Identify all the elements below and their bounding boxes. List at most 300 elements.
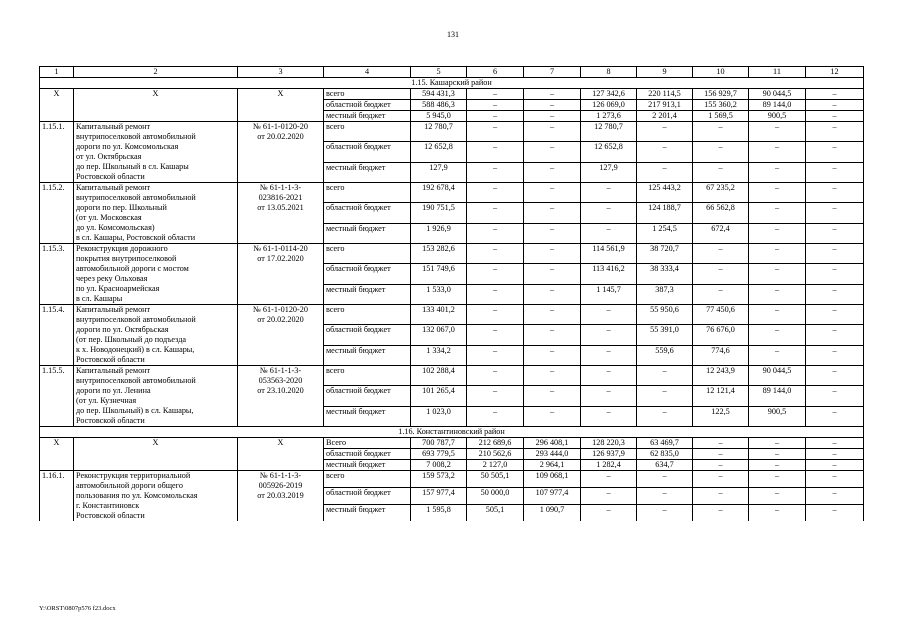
item-name-line: Ростовской области [76,355,145,364]
footer-file-path: Y:\ORST\0807p576 f23.docx [39,605,116,612]
item-document [238,471,324,522]
funding-value: 157 977,4 [411,488,467,505]
item-document [238,366,324,427]
column-number-row [40,67,864,78]
funding-value: – [806,284,864,304]
funding-value: 153 282,6 [411,244,467,264]
funding-source: местный бюджет [324,162,411,182]
column-number: 4 [324,67,411,78]
item-name-line: в сл. Кашары [76,294,123,303]
item-number: 1.15.1. [40,122,74,183]
funding-value: – [749,284,806,304]
item-name-line: Ростовской области [76,416,145,425]
funding-source: областной бюджет [324,203,411,223]
funding-value: 1 282,4 [581,460,637,471]
item-name [74,122,238,183]
funding-value: 90 044,5 [749,89,806,100]
funding-value: – [467,203,524,223]
funding-value: 900,5 [749,111,806,122]
funding-value: 127 342,6 [581,89,637,100]
item-document-line: № 61-1-1-3- [259,471,302,480]
funding-value: – [467,162,524,182]
item-number: 1.15.5. [40,366,74,427]
funding-value: – [637,406,693,426]
section-header-row [40,427,864,438]
funding-value: – [467,142,524,162]
funding-value: 190 751,5 [411,203,467,223]
item-name-line: дороги по ул. Комсомольская [76,142,179,151]
funding-value: 126 069,0 [581,100,637,111]
funding-value: 220 114,5 [637,89,693,100]
funding-value: 122,5 [693,406,749,426]
item-name-line: Капитальный ремонт [76,183,151,192]
funding-value: – [749,488,806,505]
funding-value: – [524,100,581,111]
funding-value: – [749,183,806,203]
item-document-line: № 61-1-1-3- [259,366,302,375]
funding-value: – [524,111,581,122]
funding-value: – [637,505,693,521]
item-document-line: от 13.05.2021 [257,203,304,212]
funding-value: – [581,505,637,521]
table-row [40,366,864,386]
item-name-line: Реконструкция дорожного [76,244,168,253]
funding-value: – [524,162,581,182]
funding-value: 217 913,1 [637,100,693,111]
item-name-line: внутрипоселковой автомобильной [76,376,196,385]
funding-value: – [806,438,864,449]
item-document [238,305,324,366]
funding-value: – [749,325,806,345]
funding-value: – [524,203,581,223]
funding-value: 12 652,8 [411,142,467,162]
item-document-line: X [277,89,284,98]
funding-value: 89 144,0 [749,386,806,406]
funding-source: всего [324,89,411,100]
funding-value: – [749,449,806,460]
funding-value: 159 573,2 [411,471,467,488]
funding-value: – [637,366,693,386]
funding-value: 127,9 [581,162,637,182]
funding-value: 125 443,2 [637,183,693,203]
funding-value: – [806,203,864,223]
column-number: 8 [581,67,637,78]
item-name-line: внутрипоселковой автомобильной [76,315,196,324]
funding-value: 133 401,2 [411,305,467,325]
item-name-line: Капитальный ремонт [76,122,151,131]
table-row [40,438,864,449]
funding-source: Всего [324,438,411,449]
page-number: 131 [447,30,459,39]
column-number: 2 [74,67,238,78]
funding-value: – [806,505,864,521]
funding-value: – [581,325,637,345]
funding-value: 1 254,5 [637,223,693,243]
funding-source: местный бюджет [324,406,411,426]
funding-source: областной бюджет [324,100,411,111]
funding-value: – [467,345,524,365]
item-number: 1.15.4. [40,305,74,366]
funding-value: – [581,223,637,243]
column-number: 6 [467,67,524,78]
funding-value: 296 408,1 [524,438,581,449]
funding-value: 62 835,0 [637,449,693,460]
funding-value: 588 486,3 [411,100,467,111]
funding-value: – [637,162,693,182]
funding-value: – [467,366,524,386]
funding-value: – [693,505,749,521]
funding-value: – [581,386,637,406]
item-name-line: по ул. Красноармейская [76,284,160,293]
funding-source: всего [324,183,411,203]
funding-value: – [693,142,749,162]
funding-value: – [467,183,524,203]
item-document [238,122,324,183]
funding-source: областной бюджет [324,386,411,406]
item-document-line: № 61-1-0120-20 [253,122,308,131]
funding-value: 1 023,0 [411,406,467,426]
funding-value: 55 950,6 [637,305,693,325]
funding-value: 774,6 [693,345,749,365]
funding-value: 2 964,1 [524,460,581,471]
item-number: 1.15.2. [40,183,74,244]
funding-value: – [524,89,581,100]
item-name-line: автомобильной дороги с мостом [76,264,189,273]
funding-value: – [467,325,524,345]
funding-value: – [749,122,806,142]
item-number: X [40,89,74,122]
funding-value: 634,7 [637,460,693,471]
funding-value: 63 469,7 [637,438,693,449]
funding-value: – [806,162,864,182]
funding-value: – [581,471,637,488]
item-document-line: 023816-2021 [258,193,303,202]
item-name-line: Ростовской области [76,511,145,520]
funding-source: областной бюджет [324,449,411,460]
funding-value: – [467,386,524,406]
funding-value: – [806,183,864,203]
funding-value: 12 121,4 [693,386,749,406]
table-row [40,89,864,100]
funding-value: 124 188,7 [637,203,693,223]
funding-source: местный бюджет [324,223,411,243]
item-name [74,183,238,244]
funding-value: – [806,111,864,122]
funding-value: – [693,122,749,142]
funding-value: – [581,305,637,325]
funding-value: – [581,203,637,223]
funding-value: – [581,183,637,203]
funding-value: – [581,366,637,386]
funding-value: 38 720,7 [637,244,693,264]
funding-value: – [467,264,524,284]
item-name [74,366,238,427]
item-name-line: через реку Ольховая [76,274,148,283]
funding-value: 700 787,7 [411,438,467,449]
funding-value: 12 243,9 [693,366,749,386]
item-name [74,89,238,122]
funding-value: 107 977,4 [524,488,581,505]
funding-value: – [467,223,524,243]
funding-source: областной бюджет [324,488,411,505]
funding-value: 1 273,6 [581,111,637,122]
item-name-line: пользования по ул. Комсомольская [76,491,198,500]
funding-value: – [806,366,864,386]
funding-value: – [524,366,581,386]
funding-value: – [693,284,749,304]
funding-value: – [749,203,806,223]
item-name-line: к х. Новодонецкий) в сл. Кашары, [76,345,195,354]
funding-value: – [524,264,581,284]
item-document [238,89,324,122]
funding-value: – [467,89,524,100]
funding-value: – [749,264,806,284]
funding-value: – [467,284,524,304]
funding-value: – [581,345,637,365]
funding-value: – [749,142,806,162]
funding-value: – [806,142,864,162]
funding-value: – [524,386,581,406]
funding-value: 1 926,9 [411,223,467,243]
funding-value: 1 334,2 [411,345,467,365]
funding-source: областной бюджет [324,142,411,162]
funding-value: 1 595,8 [411,505,467,521]
funding-value: 102 288,4 [411,366,467,386]
item-document-line: № 61-1-1-3- [259,183,302,192]
funding-value: 387,3 [637,284,693,304]
funding-value: 210 562,6 [467,449,524,460]
column-number: 1 [40,67,74,78]
item-number: 1.15.3. [40,244,74,305]
funding-value: 114 561,9 [581,244,637,264]
item-document-line: от 17.02.2020 [257,254,304,263]
item-name [74,305,238,366]
funding-source: всего [324,122,411,142]
table-row [40,305,864,325]
funding-value: – [749,162,806,182]
funding-value: – [806,100,864,111]
funding-value: – [749,223,806,243]
item-name-line: автомобильной дороги общего [76,481,183,490]
item-name-line: X [152,438,159,447]
item-document-line: X [277,438,284,447]
table-row [40,122,864,142]
item-document-line: 005926-2019 [258,481,303,490]
item-document-line: № 61-1-0114-20 [253,244,308,253]
funding-value: 293 444,0 [524,449,581,460]
funding-value: – [524,122,581,142]
funding-value: – [637,488,693,505]
section-title: 1.15. Кашарский район [40,78,864,89]
item-name-line: внутрипоселковой автомобильной [76,132,196,141]
funding-value: 156 929,7 [693,89,749,100]
item-name-line: до пер. Школьный) в сл. Кашары, [76,406,194,415]
item-document [238,438,324,471]
funding-value: 1 090,7 [524,505,581,521]
funding-value: – [581,488,637,505]
funding-value: 126 937,9 [581,449,637,460]
column-number: 11 [749,67,806,78]
funding-value: 505,1 [467,505,524,521]
funding-value: – [467,100,524,111]
funding-value: 50 000,0 [467,488,524,505]
funding-value: 12 652,8 [581,142,637,162]
budget-table [39,66,864,521]
item-name-line: г. Константиновск [76,501,140,510]
funding-value: – [806,345,864,365]
funding-value: 559,6 [637,345,693,365]
item-name-line: Реконструкция территориальной [76,471,191,480]
column-number: 7 [524,67,581,78]
item-name-line: от ул. Октябрьская [76,152,142,161]
item-document-line: от 20.02.2020 [257,132,304,141]
funding-value: – [637,386,693,406]
funding-source: местный бюджет [324,111,411,122]
funding-value: – [693,438,749,449]
funding-value: 38 333,4 [637,264,693,284]
funding-value: – [693,471,749,488]
funding-source: местный бюджет [324,284,411,304]
funding-value: 55 391,0 [637,325,693,345]
funding-value: – [806,264,864,284]
funding-source: областной бюджет [324,325,411,345]
funding-value: – [693,488,749,505]
item-name-line: до ул. Комсомольская) [76,223,155,232]
funding-value: – [749,471,806,488]
funding-value: – [637,471,693,488]
funding-value: – [806,305,864,325]
funding-value: – [693,449,749,460]
item-number: 1.16.1. [40,471,74,522]
funding-value: 192 678,4 [411,183,467,203]
funding-value: 5 945,0 [411,111,467,122]
column-number: 3 [238,67,324,78]
item-name-line: дороги по ул. Октябрьская [76,325,169,334]
item-name [74,471,238,522]
funding-source: всего [324,305,411,325]
funding-value: 7 008,2 [411,460,467,471]
funding-value: 50 505,1 [467,471,524,488]
funding-value: – [524,223,581,243]
funding-value: – [467,122,524,142]
funding-value: – [467,406,524,426]
funding-value: 1 569,5 [693,111,749,122]
funding-value: – [806,122,864,142]
item-document-line: от 20.02.2020 [257,315,304,324]
item-name-line: (от пер. Школьный до подъезда [76,335,187,344]
item-name-line: Капитальный ремонт [76,305,151,314]
funding-value: – [693,162,749,182]
item-name-line: (от ул. Кузнечная [76,396,137,405]
funding-value: – [524,406,581,426]
table-row [40,183,864,203]
funding-value: – [749,305,806,325]
item-name-line: Капитальный ремонт [76,366,151,375]
funding-value: – [749,438,806,449]
funding-value: – [806,386,864,406]
section-title: 1.16. Константиновский район [40,427,864,438]
funding-value: – [749,460,806,471]
item-name [74,244,238,305]
funding-value: 1 145,7 [581,284,637,304]
funding-value: 128 220,3 [581,438,637,449]
item-document-line: от 20.03.2019 [257,491,304,500]
funding-source: местный бюджет [324,505,411,521]
item-name-line: внутрипоселковой автомобильной [76,193,196,202]
item-name-line: в сл. Кашары, Ростовской области [76,233,196,242]
item-name-line: Ростовской области [76,172,145,181]
funding-source: областной бюджет [324,264,411,284]
funding-value: 672,4 [693,223,749,243]
column-number: 5 [411,67,467,78]
funding-value: 900,5 [749,406,806,426]
funding-value: – [693,460,749,471]
funding-value: 113 416,2 [581,264,637,284]
funding-value: 2 127,0 [467,460,524,471]
table-row [40,244,864,264]
item-document-line: 053563-2020 [258,376,303,385]
funding-value: – [524,284,581,304]
funding-value: – [524,345,581,365]
funding-value: – [467,244,524,264]
funding-value: – [467,305,524,325]
funding-value: – [806,488,864,505]
item-name [74,438,238,471]
column-number: 10 [693,67,749,78]
funding-source: всего [324,366,411,386]
funding-value: – [749,345,806,365]
funding-value: 12 780,7 [411,122,467,142]
funding-value: 151 749,6 [411,264,467,284]
funding-source: местный бюджет [324,345,411,365]
item-document-line: от 23.10.2020 [257,386,304,395]
funding-value: – [749,505,806,521]
item-document-line: № 61-1-0120-20 [253,305,308,314]
table-row [40,471,864,488]
funding-value: – [806,325,864,345]
item-name-line: (от ул. Московская [76,213,142,222]
funding-value: – [524,305,581,325]
column-number: 12 [806,67,864,78]
column-number: 9 [637,67,693,78]
funding-value: 127,9 [411,162,467,182]
funding-value: 90 044,5 [749,366,806,386]
funding-value: – [524,183,581,203]
funding-value: – [806,244,864,264]
funding-value: – [524,142,581,162]
funding-value: – [693,264,749,284]
funding-value: – [467,111,524,122]
funding-value: 132 067,0 [411,325,467,345]
funding-value: – [524,244,581,264]
item-number: X [40,438,74,471]
funding-value: 101 265,4 [411,386,467,406]
funding-value: – [806,223,864,243]
funding-value: 12 780,7 [581,122,637,142]
funding-value: 2 201,4 [637,111,693,122]
funding-value: – [637,122,693,142]
funding-source: всего [324,471,411,488]
item-name-line: X [152,89,159,98]
funding-value: – [693,244,749,264]
funding-value: 76 676,0 [693,325,749,345]
funding-value: – [806,89,864,100]
item-name-line: дороги по ул. Ленина [76,386,151,395]
funding-value: – [749,244,806,264]
funding-value: 89 144,0 [749,100,806,111]
funding-value: – [637,142,693,162]
funding-value: – [581,406,637,426]
